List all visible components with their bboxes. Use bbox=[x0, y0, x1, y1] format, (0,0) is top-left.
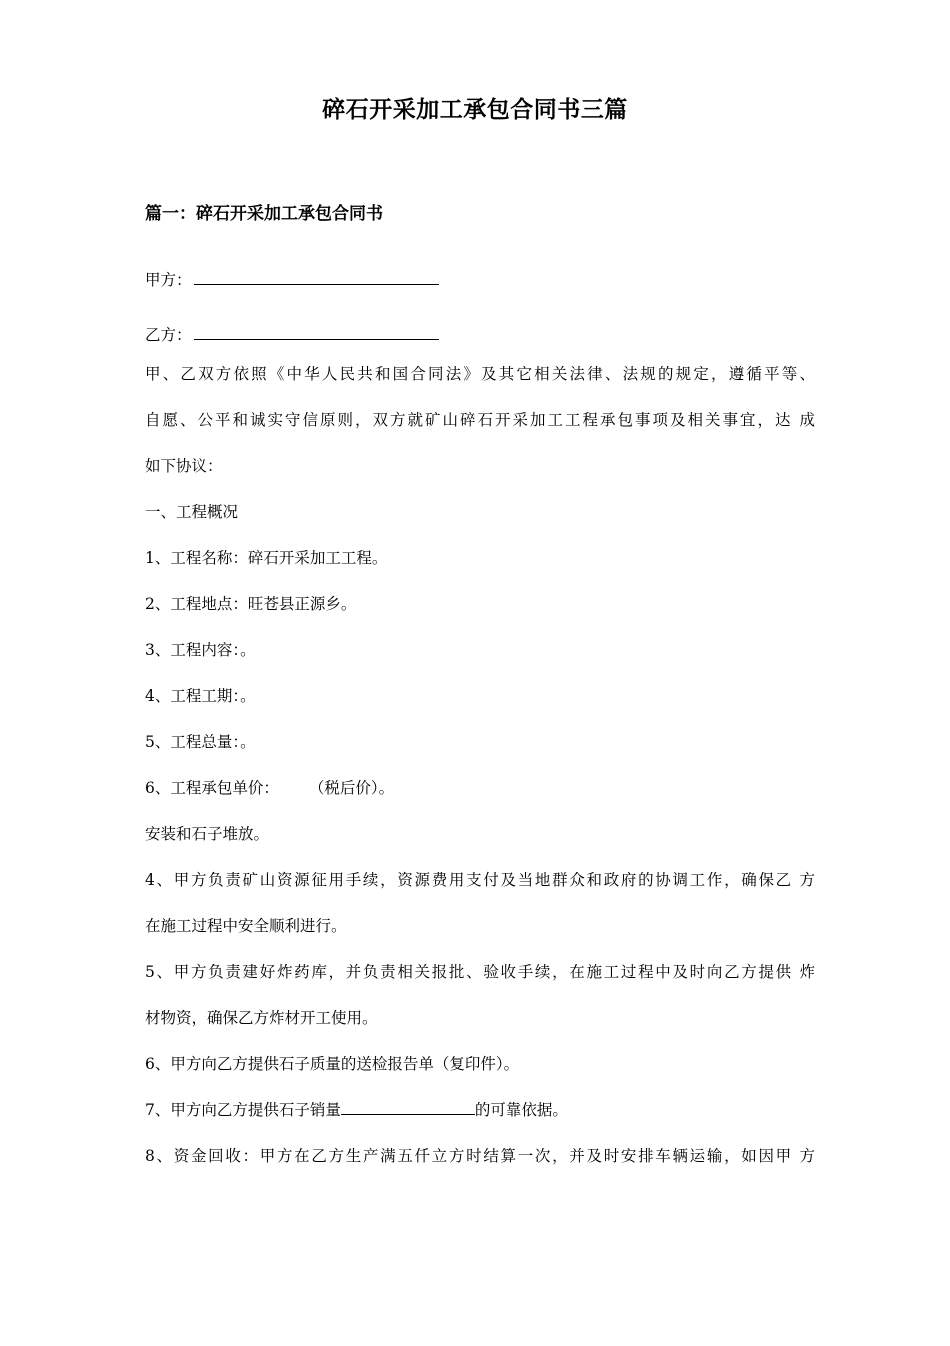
party-a-line bbox=[145, 269, 815, 291]
clause-7 bbox=[145, 1099, 815, 1121]
overview-item-location: 2、工程地点：旺苍县正源乡。 bbox=[145, 595, 357, 613]
heading-project-overview: 一、工程概况 bbox=[145, 503, 239, 521]
overview-item-unit-price bbox=[145, 777, 815, 799]
clause-7-prefix: 7、甲方向乙方提供石子销量 bbox=[145, 1101, 341, 1119]
clause-8: 8、资金回收：甲方在乙方生产满五仟立方时结算一次，并及时安排车辆运输，如因甲 方 bbox=[145, 1147, 815, 1165]
party-b-line bbox=[145, 324, 815, 346]
party-b-label: 乙方： bbox=[145, 326, 192, 344]
section-title: 篇一：碎石开采加工承包合同书 bbox=[145, 204, 383, 224]
clause-6: 6、甲方向乙方提供石子质量的送检报告单（复印件）。 bbox=[145, 1055, 520, 1073]
clause-5-line-2: 材物资，确保乙方炸材开工使用。 bbox=[145, 1009, 378, 1027]
clause-5-line-1: 5、甲方负责建好炸药库，并负责相关报批、验收手续，在施工过程中及时向乙方提供 炸 bbox=[145, 963, 815, 981]
overview-item-content: 3、工程内容：。 bbox=[145, 641, 256, 659]
document-title: 碎石开采加工承包合同书三篇 bbox=[322, 96, 628, 123]
install-line: 安装和石子堆放。 bbox=[145, 825, 270, 843]
overview-item-name: 1、工程名称：碎石开采加工工程。 bbox=[145, 549, 388, 567]
overview-item-total: 5、工程总量：。 bbox=[145, 733, 256, 751]
preamble-line-3: 如下协议： bbox=[145, 457, 223, 475]
sales-volume-blank bbox=[341, 1100, 475, 1115]
party-a-blank bbox=[194, 270, 439, 285]
party-a-label: 甲方： bbox=[145, 271, 192, 289]
overview-item-duration: 4、工程工期：。 bbox=[145, 687, 256, 705]
unit-price-label: 6、工程承包单价： bbox=[145, 779, 279, 797]
clause-7-suffix: 的可靠依据。 bbox=[474, 1101, 568, 1119]
unit-price-note: （税后价）。 bbox=[308, 779, 395, 797]
party-b-blank bbox=[194, 325, 439, 340]
clause-4-line-2: 在施工过程中安全顺利进行。 bbox=[145, 917, 347, 935]
clause-4-line-1: 4、甲方负责矿山资源征用手续，资源费用支付及当地群众和政府的协调工作，确保乙 方 bbox=[145, 871, 815, 889]
preamble-line-1: 甲、乙双方依照《中华人民共和国合同法》及其它相关法律、法规的规定，遵循平等、 bbox=[145, 365, 815, 383]
preamble-line-2: 自愿、公平和诚实守信原则，双方就矿山碎石开采加工工程承包事项及相关事宜，达 成 bbox=[145, 411, 815, 429]
